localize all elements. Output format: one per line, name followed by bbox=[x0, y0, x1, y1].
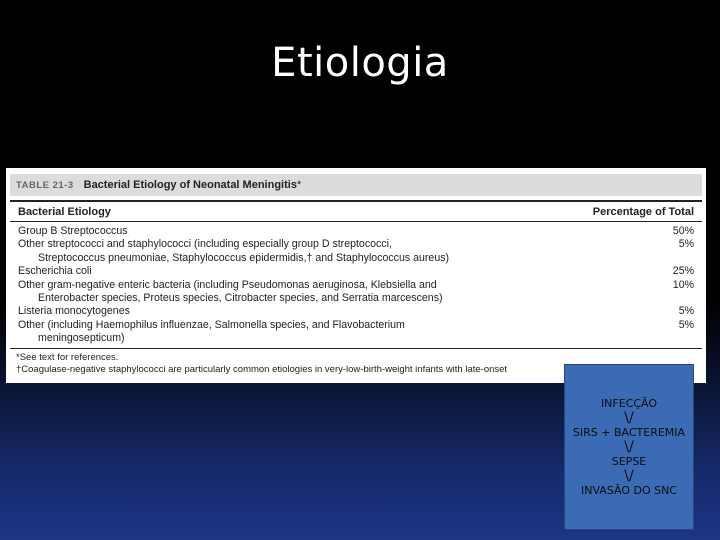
table-row bbox=[18, 292, 694, 305]
percent-cell: 50% bbox=[672, 225, 694, 237]
flow-step-sirs: SIRS + BACTEREMIA bbox=[572, 426, 686, 439]
percent-cell: 5% bbox=[678, 305, 694, 318]
flow-step-infection: INFECÇÃO bbox=[600, 397, 658, 410]
table-body bbox=[10, 222, 702, 349]
flow-arrow-icon: \/ bbox=[624, 439, 634, 455]
col-percent: Percentage of Total bbox=[592, 206, 694, 218]
etiology-cell: Streptococcus pneumoniae, Staphylococcus epidermidis,† and Staphylococcus aureus) bbox=[38, 251, 450, 264]
table-title: Bacterial Etiology of Neonatal Meningitis bbox=[83, 179, 297, 191]
table-row bbox=[18, 252, 694, 265]
percent-cell bbox=[634, 252, 694, 265]
table-header-bar bbox=[10, 174, 702, 196]
slide-title: Etiologia bbox=[271, 40, 449, 86]
flow-step-cns-invasion: INVASÃO DO SNC bbox=[580, 484, 677, 497]
flow-arrow-icon: \/ bbox=[624, 468, 634, 484]
col-etiology: Bacterial Etiology bbox=[18, 206, 111, 218]
meningitis-table bbox=[6, 168, 706, 383]
flow-arrow-icon: \/ bbox=[624, 410, 634, 426]
percent-cell: 10% bbox=[672, 278, 694, 291]
table-label: TABLE 21-3 bbox=[16, 179, 74, 191]
percent-cell: 5% bbox=[678, 238, 694, 251]
etiology-cell: Listeria monocytogenes bbox=[18, 305, 130, 318]
table-row bbox=[18, 225, 694, 238]
footnote-staphylococci: †Coagulase-negative staphylococci are particularly common etiologies in very-low-birth-weight infants with late-onset bbox=[16, 363, 508, 375]
percent-cell: 25% bbox=[672, 265, 694, 278]
table-title-marker: * bbox=[296, 179, 302, 191]
percent-cell bbox=[634, 292, 694, 305]
etiology-cell: Escherichia coli bbox=[18, 265, 92, 278]
etiology-cell: Other gram-negative enteric bacteria (including Pseudomonas aeruginosa, Klebsiella and bbox=[18, 278, 437, 291]
etiology-cell: Other (including Haemophilus influenzae, Salmonella species, and Flavobacterium bbox=[18, 318, 405, 331]
table-row bbox=[18, 279, 694, 292]
table-row bbox=[18, 319, 694, 332]
etiology-cell: Other streptococci and staphylococci (including especially group D streptococci, bbox=[18, 238, 392, 251]
table-row bbox=[18, 305, 694, 318]
table-row bbox=[18, 238, 694, 251]
column-headers bbox=[10, 200, 702, 222]
footnote-references: *See text for references. bbox=[16, 351, 119, 363]
etiology-cell: meningosepticum) bbox=[38, 332, 125, 345]
percent-cell bbox=[634, 332, 694, 345]
table-row bbox=[18, 265, 694, 278]
flow-step-sepsis: SEPSE bbox=[611, 455, 647, 468]
etiology-cell: Enterobacter species, Proteus species, Citrobacter species, and Serratia marcescens) bbox=[38, 292, 443, 305]
pathophysiology-flow-box bbox=[564, 364, 694, 530]
etiology-cell: Group B Streptococcus bbox=[18, 225, 128, 237]
table-row bbox=[18, 332, 694, 345]
percent-cell: 5% bbox=[678, 318, 694, 331]
